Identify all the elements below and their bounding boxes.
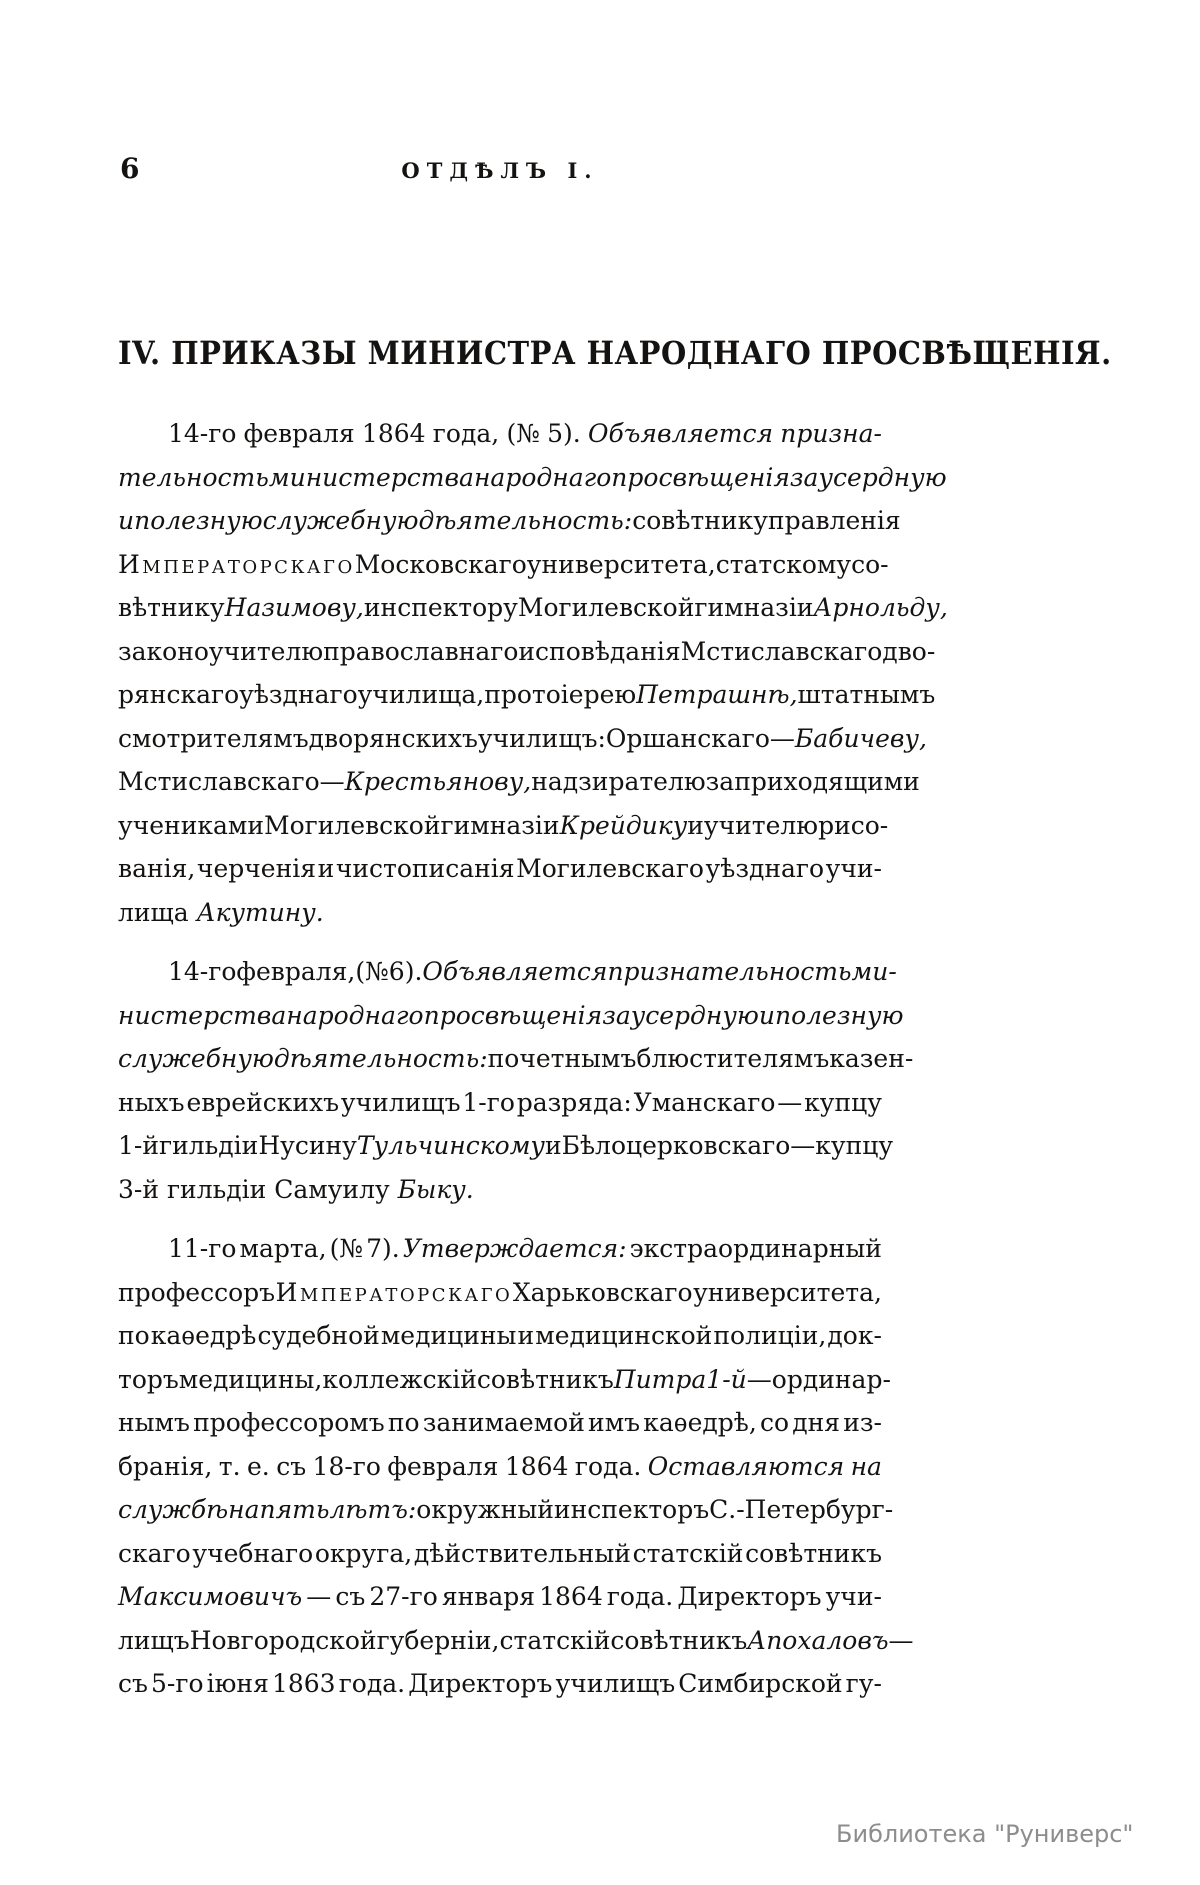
text-word: совѣтникъ [610, 1625, 748, 1655]
text-word: Могилевской [264, 810, 441, 840]
text-word: правленія [767, 506, 901, 535]
text-word: дѣятельность: [418, 506, 633, 535]
text-word: приходящими [734, 767, 920, 796]
text-word: — [790, 1131, 816, 1160]
text-word: док- [827, 1321, 882, 1350]
paragraph [118, 950, 914, 1211]
text-word: университета, [526, 549, 716, 579]
text-word: 7). [366, 1234, 400, 1263]
text-word: ординар- [771, 1364, 891, 1394]
text-word: іюня [206, 1669, 269, 1698]
text-word: протоіерею [484, 680, 637, 709]
text-word: нымъ [118, 1408, 190, 1437]
text-word: купцу [804, 1087, 882, 1117]
text-word: Объявляется [422, 957, 608, 986]
text-word: марта, [239, 1234, 327, 1263]
text-line [118, 412, 882, 456]
text-word: службѣ [118, 1495, 229, 1524]
text-word: года. [606, 1582, 674, 1611]
text-word: и [118, 506, 135, 535]
text-word: 27-го [369, 1582, 438, 1611]
text-word: Мстиславскаго [680, 636, 883, 666]
text-word: Тульчинскому [356, 1131, 545, 1160]
paragraph [118, 1227, 914, 1706]
text-word: надзирателю [531, 767, 706, 796]
text-word: съ [335, 1582, 366, 1611]
text-word: (№ [506, 419, 540, 448]
text-word: блюстителямъ [636, 1044, 830, 1073]
text-line [118, 717, 927, 761]
text-word: Могилевской [517, 593, 695, 622]
text-word: т. [218, 1451, 241, 1481]
paragraph [118, 412, 948, 934]
text-word: съ [118, 1669, 148, 1698]
text-word: учи- [825, 854, 882, 883]
text-word: февраля [243, 419, 355, 448]
text-run: Акутину. [196, 897, 324, 927]
text-word: инспектору [363, 593, 518, 622]
text-word: Назимову, [224, 593, 364, 622]
text-word: скаго [118, 1538, 191, 1568]
text-word: губерніи, [376, 1625, 500, 1655]
text-word: занимаемой [422, 1408, 585, 1437]
text-word: пять [259, 1495, 330, 1524]
text-word: исповѣданія [518, 636, 681, 666]
text-word: 1864 [539, 1582, 603, 1611]
text-word: на [850, 1451, 882, 1481]
text-run: 3-й гильдіи Самуилу [118, 1174, 398, 1204]
text-word: 1-й [118, 1131, 160, 1160]
text-word: года, [432, 419, 500, 448]
text-word: ныхъ [118, 1087, 185, 1117]
running-head: ОТДѢЛЪ I. [401, 158, 599, 183]
text-line [118, 1619, 914, 1663]
page-number: 6 [120, 152, 140, 185]
text-word: Новгородской [189, 1625, 377, 1655]
text-word: судебной [257, 1321, 380, 1350]
text-word: Харьковскаго [512, 1277, 693, 1307]
text-word: 1864 [361, 419, 426, 448]
text-line [118, 891, 882, 935]
text-word: и [517, 1321, 535, 1350]
text-word: Нусину [258, 1131, 357, 1160]
text-word: Уманскаго [633, 1087, 776, 1117]
text-word: народнаго [286, 1000, 424, 1030]
text-line [118, 1037, 914, 1081]
text-word: 14-го [168, 419, 237, 448]
text-word: 1864 [504, 1451, 569, 1481]
text-word: учи- [825, 1582, 882, 1611]
text-word: и [687, 810, 704, 840]
text-line [118, 1662, 882, 1706]
text-word: Максимовичъ [118, 1582, 303, 1611]
text-line [118, 1124, 894, 1168]
text-line [118, 456, 947, 500]
text-word: дѣятельность: [273, 1044, 488, 1073]
text-word: Объявляется [587, 419, 774, 448]
text-line [118, 1358, 891, 1402]
text-line [118, 847, 882, 891]
text-word: просвѣщенія [611, 462, 790, 492]
text-word: профессоромъ [193, 1408, 385, 1437]
text-line [118, 543, 889, 587]
text-line [118, 586, 948, 630]
text-line [118, 1532, 882, 1576]
text-word: Бабичеву, [794, 723, 927, 753]
text-word: гу- [845, 1669, 882, 1698]
text-word: 1-го [462, 1087, 515, 1117]
text-word: и [317, 854, 335, 883]
text-word: гимназіи [440, 810, 560, 840]
text-word: — [777, 1087, 803, 1117]
text-word: еврейскихъ [186, 1087, 340, 1117]
text-word: Бѣлоцерковскаго [561, 1131, 791, 1160]
text-word: 11-го [168, 1234, 237, 1263]
text-word: усердную [818, 462, 947, 492]
text-line [118, 760, 920, 804]
text-word: училища, [357, 680, 485, 709]
text-word: нистерства [118, 1000, 287, 1030]
text-word: Крейдику [559, 810, 688, 840]
text-word: ванія, [118, 854, 196, 883]
text-word: каѳедрѣ, [643, 1408, 757, 1437]
text-word: Директоръ [677, 1582, 822, 1611]
text-word: Оставляются [647, 1451, 845, 1481]
text-word: года. [574, 1451, 642, 1481]
text-line [118, 1314, 882, 1358]
text-word: Петрашнѣ, [636, 680, 798, 709]
text-word: Симбирской [678, 1669, 843, 1698]
text-word: Императорскаго [118, 549, 355, 579]
text-word: — [319, 767, 345, 796]
text-word: профессоръ [118, 1277, 276, 1307]
text-word: — [306, 1582, 332, 1611]
text-line [118, 1227, 882, 1271]
text-word: полезную [774, 1000, 904, 1030]
text-word: гимназіи [694, 593, 814, 622]
text-word: С.-Петербург- [709, 1495, 894, 1524]
text-word: 5-го [151, 1669, 204, 1698]
text-word: Питра [613, 1364, 707, 1394]
text-word: училищъ [555, 1669, 676, 1698]
text-word: за [602, 1000, 631, 1030]
text-line [118, 499, 901, 543]
text-word: Московскаго [354, 549, 527, 579]
text-word: имъ [588, 1408, 641, 1437]
text-line [118, 994, 904, 1038]
text-word: гильдіи [159, 1131, 259, 1160]
text-word: почетнымъ [487, 1044, 637, 1073]
text-word: со [759, 1408, 790, 1437]
text-word: за [789, 462, 819, 492]
text-word: штатнымъ [797, 680, 936, 709]
text-word: рисо- [818, 810, 889, 840]
text-word: — [746, 1364, 772, 1394]
text-word: Крестьянову, [344, 767, 532, 796]
text-word: коллежскій [322, 1364, 477, 1394]
text-word: полезную [134, 506, 263, 535]
text-word: статскій [632, 1538, 744, 1568]
text-word: вѣтнику [118, 593, 225, 622]
text-word: Мстиславскаго [118, 767, 320, 796]
text-word: уѣзднаго [239, 680, 358, 709]
text-word: и [758, 1000, 775, 1030]
text-word: Апохаловъ [747, 1625, 889, 1655]
text-line [118, 1081, 882, 1125]
text-word: училищъ: [477, 723, 606, 753]
text-word: по [387, 1408, 420, 1437]
text-word: — [769, 723, 795, 753]
text-word: медицинской [535, 1321, 713, 1350]
text-word: университета, [693, 1277, 882, 1307]
text-word: признательность [607, 957, 852, 986]
text-word: служебную [118, 1044, 274, 1073]
text-word: 14-го [168, 957, 237, 986]
text-word: статскій [499, 1625, 611, 1655]
text-word: Оршанскаго [605, 723, 770, 753]
text-word: года. [338, 1669, 406, 1698]
text-run: лища [118, 897, 197, 927]
text-word: за [705, 767, 735, 796]
text-word: учениками [118, 810, 264, 840]
text-word: съ [276, 1451, 307, 1481]
text-word: учебнаго [192, 1538, 314, 1568]
text-word: купцу [815, 1131, 894, 1160]
text-word: на [228, 1495, 260, 1524]
text-word: дѣйствительный [413, 1538, 631, 1568]
text-word: училищъ [340, 1087, 461, 1117]
text-word: бранія, [118, 1451, 213, 1481]
text-line [118, 1168, 882, 1212]
text-word: 5). [547, 419, 581, 448]
text-line [118, 1271, 882, 1315]
text-word: совѣтникъ [476, 1364, 614, 1394]
text-word: Арнольду, [813, 593, 948, 622]
text-word: по [118, 1321, 150, 1350]
text-word: дня [792, 1408, 841, 1437]
text-line [118, 950, 897, 994]
text-line [118, 804, 889, 848]
text-word: со- [851, 549, 889, 579]
text-word: окружный [416, 1495, 554, 1524]
text-word: служебную [262, 506, 419, 535]
text-word: лищъ [118, 1625, 190, 1655]
text-word: усердную [630, 1000, 759, 1030]
text-word: казен- [829, 1044, 914, 1073]
text-word: совѣтнику [632, 506, 768, 535]
text-word: (№ [329, 1234, 364, 1263]
text-word: Утверждается: [402, 1234, 627, 1263]
body-text [118, 412, 948, 1722]
text-word: 1863 [271, 1669, 336, 1698]
text-word: из- [843, 1408, 882, 1437]
text-run: Быку. [397, 1174, 474, 1204]
text-word: — [888, 1625, 914, 1655]
text-line [118, 630, 936, 674]
text-word: января [441, 1582, 536, 1611]
text-word: округа, [314, 1538, 413, 1568]
text-word: Директоръ [408, 1669, 553, 1698]
text-line [118, 1575, 882, 1619]
text-line [118, 673, 936, 717]
text-word: е. [247, 1451, 270, 1481]
section-heading: IV. ПРИКАЗЫ МИНИСТРА НАРОДНАГО ПРОСВѢЩЕНІЯ. [118, 334, 1112, 372]
text-word: дво- [882, 636, 936, 666]
text-word: православнаго [323, 636, 519, 666]
text-word: и [544, 1131, 562, 1160]
text-word: тельность [118, 462, 269, 492]
text-word: 1-й [706, 1364, 747, 1394]
text-word: просвѣщенія [423, 1000, 603, 1030]
text-word: дворянскихъ [308, 723, 478, 753]
text-word: смотрителямъ [118, 723, 309, 753]
text-word: (№ [355, 957, 389, 986]
text-word: февраля [387, 1451, 499, 1481]
text-word: торъ [118, 1364, 179, 1394]
text-word: законоучителю [118, 636, 324, 666]
text-line [118, 1445, 882, 1489]
text-line [118, 1401, 882, 1445]
text-word: лѣтъ: [329, 1495, 417, 1524]
text-word: ми- [851, 957, 897, 986]
text-word: февраля, [236, 957, 356, 986]
text-word: экстраординарный [629, 1234, 882, 1263]
text-line [118, 1488, 894, 1532]
text-word: народнаго [473, 462, 612, 492]
text-word: полиціи, [713, 1321, 827, 1350]
text-word: медицины, [178, 1364, 323, 1394]
text-word: чистописанія [335, 854, 515, 883]
text-word: Императорскаго [275, 1277, 513, 1307]
text-word: Могилевскаго [516, 854, 704, 883]
text-word: совѣтникъ [745, 1538, 882, 1568]
text-word: уѣзднаго [705, 854, 825, 883]
text-word: учителю [703, 810, 819, 840]
text-word: статскому [715, 549, 852, 579]
text-word: призна- [780, 419, 882, 448]
text-word: черченія [196, 854, 317, 883]
text-word: инспекторъ [553, 1495, 710, 1524]
text-word: медицины [380, 1321, 517, 1350]
library-watermark: Библиотека "Руниверс" [836, 1820, 1134, 1848]
text-word: министерства [268, 462, 474, 492]
text-word: разряда: [516, 1087, 632, 1117]
text-word: каѳедрѣ [150, 1321, 257, 1350]
text-word: 6). [388, 957, 423, 986]
text-word: 18-го [312, 1451, 381, 1481]
text-word: рянскаго [118, 680, 240, 709]
